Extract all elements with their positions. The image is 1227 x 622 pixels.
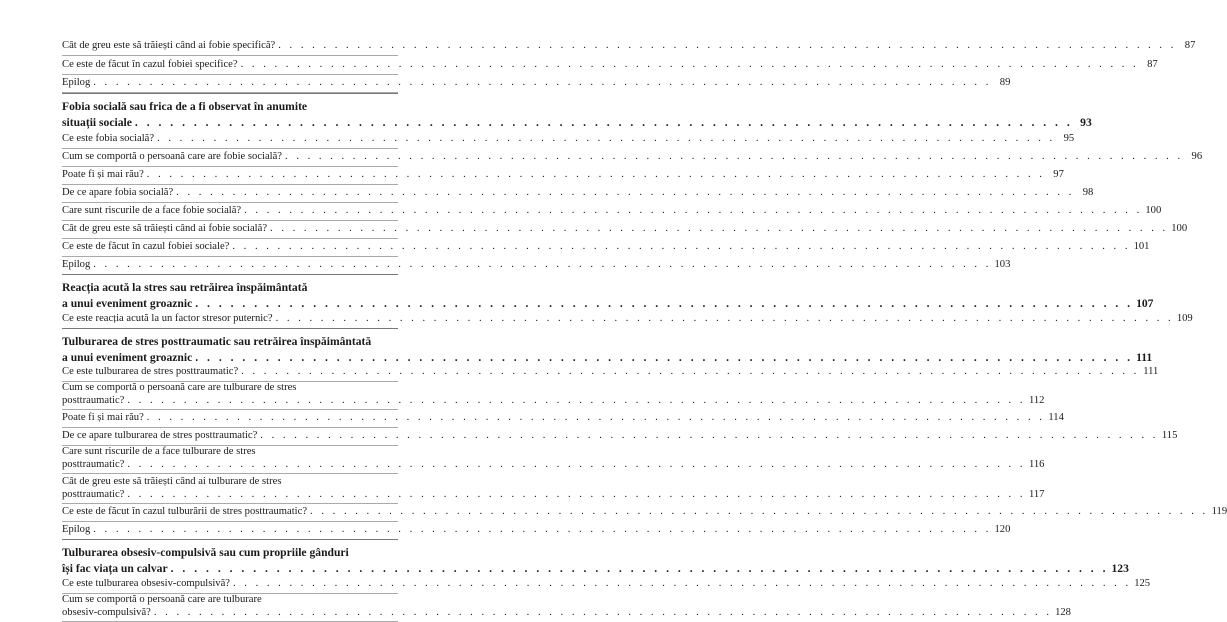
entry-divider	[62, 521, 398, 522]
toc-section-heading	[62, 280, 1154, 311]
entry-divider	[62, 427, 398, 428]
leader-dots: . . . . . . . . . . . . . . . . . . . . . . . . . . . . . . . . . . . . . . . . . . . . . . . . . . . . . . . . . . . . . . . . . . . . . . . . . . . . . . . .	[176, 187, 1075, 198]
toc-section-heading	[62, 545, 1129, 576]
toc-page-number: 109	[1176, 313, 1193, 324]
toc-entry-text: Cât de greu este să trăiești când ai fobie socială?	[62, 223, 268, 234]
toc-entry-text: Epilog	[62, 524, 91, 535]
leader-dots: . . . . . . . . . . . . . . . . . . . . . . . . . . . . . . . . . . . . . . . . . . . . . . . . . . . . . . . . . . . . . . . . . . . . . . . . . . . . . . . .	[260, 430, 1159, 441]
toc-entry-text: Epilog	[62, 259, 91, 270]
toc-page-number: 96	[1191, 151, 1203, 162]
toc-page-number: 95	[1063, 133, 1075, 144]
toc-entry	[62, 594, 1071, 622]
toc-page-number: 100	[1145, 205, 1162, 216]
leader-dots: . . . . . . . . . . . . . . . . . . . . . . . . . . . . . . . . . . . . . . . . . . . . . . . . . . . . . . . . . . . . . . . . . . . . . . . . . . . . . . . .	[93, 77, 992, 88]
leader-dots: . . . . . . . . . . . . . . . . . . . . . . . . . . . . . . . . . . . . . . . . . . . . . . . . . . . . . . . . . . . . . . . . . . . . . . . . . . . . . . . .	[232, 241, 1131, 252]
toc-entry-text: Care sunt riscurile de a face tulburare de stres	[62, 446, 256, 457]
entry-divider	[62, 409, 398, 410]
toc-entry-text: Epilog	[62, 77, 91, 88]
leader-dots: . . . . . . . . . . . . . . . . . . . . . . . . . . . . . . . . . . . . . . . . . . . . . . . . . . . . . . . . . . . . . . . . . . . . . . . . . . . . . . . .	[285, 151, 1184, 162]
toc-entry	[62, 241, 1150, 257]
entry-divider	[62, 503, 398, 504]
section-divider	[62, 328, 398, 329]
toc-entry	[62, 169, 1064, 185]
toc-page-number: 87	[1184, 40, 1196, 51]
entry-divider	[62, 220, 398, 221]
leader-dots: . . . . . . . . . . . . . . . . . . . . . . . . . . . . . . . . . . . . . . . . . . . . . . . . . . . . . . . . . . . . . . . . . . . . . . . . . . . . . . . .	[278, 40, 1177, 51]
leader-dots: . . . . . . . . . . . . . . . . . . . . . . . . . . . . . . . . . . . . . . . . . . . . . . . . . . . . . . . . . . . . . . . . . . . . . . . . . . . . . . . .	[170, 561, 1109, 575]
toc-entry-text: posttraumatic?	[62, 394, 125, 406]
toc-page-number: 107	[1136, 296, 1154, 310]
toc-entry-text: Reacția acută la stres sau retrăirea înspăimântată	[62, 281, 308, 294]
toc-page-number: 117	[1028, 488, 1045, 500]
toc-page-number: 112	[1028, 394, 1045, 406]
toc-entry-text: obsesiv-compulsivă?	[62, 606, 151, 618]
toc-entry-text: Poate fi și mai rău?	[62, 169, 144, 180]
toc-page-number: 111	[1136, 350, 1153, 364]
toc-page-number: 116	[1028, 458, 1045, 470]
toc-entry	[62, 366, 1159, 382]
entry-divider	[62, 166, 398, 167]
toc-section-heading	[62, 99, 1092, 130]
section-divider	[62, 539, 398, 540]
toc-entry-text: Ce este de făcut în cazul fobiei sociale?	[62, 241, 230, 252]
toc-entry-text: posttraumatic?	[62, 458, 125, 470]
entry-divider	[62, 148, 398, 149]
toc-page-number: 97	[1053, 169, 1064, 180]
toc-entry	[62, 59, 1158, 75]
leader-dots: . . . . . . . . . . . . . . . . . . . . . . . . . . . . . . . . . . . . . . . . . . . . . . . . . . . . . . . . . . . . . . . . . . . . . . . . . . . . . . . .	[275, 313, 1174, 324]
toc-entry	[62, 446, 1045, 474]
toc-entry-text: Fobia socială sau frica de a fi observat în anumite	[62, 100, 308, 113]
toc-entry	[62, 133, 1075, 149]
toc-page-number: 89	[999, 77, 1011, 88]
toc-page-number: 87	[1147, 59, 1158, 70]
toc-page-number: 115	[1161, 430, 1178, 441]
entry-divider	[62, 256, 398, 257]
toc-page-number: 120	[994, 524, 1011, 535]
toc-entry-text: Tulburarea obsesiv-compulsivă sau cum propriile gânduri	[62, 546, 349, 559]
toc-entry-text: Cum se comportă o persoană care are fobie socială?	[62, 151, 283, 162]
leader-dots: . . . . . . . . . . . . . . . . . . . . . . . . . . . . . . . . . . . . . . . . . . . . . . . . . . . . . . . . . . . . . . . . . . . . . . . . . . . . . . . .	[195, 296, 1134, 310]
leader-dots: . . . . . . . . . . . . . . . . . . . . . . . . . . . . . . . . . . . . . . . . . . . . . . . . . . . . . . . . . . . . . . . . . . . . . . . . . . . . . . . .	[241, 366, 1140, 377]
toc-entry-text: De ce apare fobia socială?	[62, 187, 174, 198]
toc-entry	[62, 223, 1188, 239]
toc-entry	[62, 205, 1162, 221]
leader-dots: . . . . . . . . . . . . . . . . . . . . . . . . . . . . . . . . . . . . . . . . . . . . . . . . . . . . . . . . . . . . . . . . . . . . . . . . . . . . . . . .	[146, 169, 1045, 180]
leader-dots: . . . . . . . . . . . . . . . . . . . . . . . . . . . . . . . . . . . . . . . . . . . . . . . . . . . . . . . . . . . . . . . . . . . . . . . . . . . . . . . .	[244, 205, 1143, 216]
toc-section-heading	[62, 334, 1153, 365]
toc-entry-text: Ce este fobia socială?	[62, 133, 155, 144]
toc-page-number: 123	[1111, 561, 1129, 575]
leader-dots: . . . . . . . . . . . . . . . . . . . . . . . . . . . . . . . . . . . . . . . . . . . . . . . . . . . . . . . . . . . . . . . . . . . . . . . . . . . . . . . .	[134, 115, 1073, 129]
toc-entry	[62, 313, 1193, 329]
leader-dots: . . . . . . . . . . . . . . . . . . . . . . . . . . . . . . . . . . . . . . . . . . . . . . . . . . . . . . . . . . . . . . . . . . . . . . . . . . . . . . . .	[93, 259, 992, 270]
toc-entry	[62, 578, 1151, 594]
toc-entry-text: Cum se comportă o persoană care are tulburare de stres	[62, 382, 297, 393]
toc-entry-text: își fac viața un calvar	[62, 561, 168, 575]
leader-dots: . . . . . . . . . . . . . . . . . . . . . . . . . . . . . . . . . . . . . . . . . . . . . . . . . . . . . . . . . . . . . . . . . . . . . . . . . . . . . . . .	[127, 394, 1026, 406]
toc-entry	[62, 430, 1178, 446]
leader-dots: . . . . . . . . . . . . . . . . . . . . . . . . . . . . . . . . . . . . . . . . . . . . . . . . . . . . . . . . . . . . . . . . . . . . . . . . . . . . . . . .	[93, 524, 992, 535]
toc-entry-text: a unui eveniment groaznic	[62, 296, 193, 310]
entry-divider	[62, 184, 398, 185]
toc-page-number: 128	[1055, 606, 1071, 618]
leader-dots: . . . . . . . . . . . . . . . . . . . . . . . . . . . . . . . . . . . . . . . . . . . . . . . . . . . . . . . . . . . . . . . . . . . . . . . . . . . . . . . .	[240, 59, 1139, 70]
toc-entry	[62, 506, 1227, 522]
toc-entry-text: situații sociale	[62, 115, 132, 129]
toc-entry-text: De ce apare tulburarea de stres posttraumatic?	[62, 430, 258, 441]
section-divider	[62, 93, 398, 94]
toc-entry-text: Ce este de făcut în cazul tulburării de stres posttraumatic?	[62, 506, 308, 517]
toc-entry-text: Ce este tulburarea obsesiv-compulsivă?	[62, 578, 230, 589]
toc-page-number: 100	[1171, 223, 1188, 234]
leader-dots: . . . . . . . . . . . . . . . . . . . . . . . . . . . . . . . . . . . . . . . . . . . . . . . . . . . . . . . . . . . . . . . . . . . . . . . . . . . . . . . .	[195, 350, 1134, 364]
leader-dots: . . . . . . . . . . . . . . . . . . . . . . . . . . . . . . . . . . . . . . . . . . . . . . . . . . . . . . . . . . . . . . . . . . . . . . . . . . . . . . . .	[127, 488, 1026, 500]
toc-page-number: 98	[1082, 187, 1094, 198]
leader-dots: . . . . . . . . . . . . . . . . . . . . . . . . . . . . . . . . . . . . . . . . . . . . . . . . . . . . . . . . . . . . . . . . . . . . . . . . . . . . . . . .	[127, 458, 1026, 470]
toc-entry-text: Care sunt riscurile de a face fobie socială?	[62, 205, 242, 216]
entry-divider	[62, 202, 398, 203]
toc-page-number: 119	[1211, 506, 1227, 517]
toc-entry	[62, 476, 1045, 504]
toc-entry	[62, 187, 1094, 203]
leader-dots: . . . . . . . . . . . . . . . . . . . . . . . . . . . . . . . . . . . . . . . . . . . . . . . . . . . . . . . . . . . . . . . . . . . . . . . . . . . . . . . .	[310, 506, 1209, 517]
toc-page-number: 101	[1133, 241, 1150, 252]
entry-divider	[62, 55, 398, 56]
toc-entry-text: Cât de greu este să trăiești când ai fobie specifică?	[62, 40, 276, 51]
entry-divider	[62, 238, 398, 239]
toc-entry	[62, 382, 1045, 410]
toc-entry	[62, 40, 1196, 56]
toc-entry-text: Ce este reacția acută la un factor stresor puternic?	[62, 313, 273, 324]
toc-entry-text: Ce este tulburarea de stres posttraumatic?	[62, 366, 239, 377]
toc-page-number: 103	[994, 259, 1011, 270]
toc-entry	[62, 412, 1064, 428]
toc-page-number: 111	[1143, 366, 1159, 377]
toc-entry	[62, 77, 1011, 93]
leader-dots: . . . . . . . . . . . . . . . . . . . . . . . . . . . . . . . . . . . . . . . . . . . . . . . . . . . . . . . . . . . . . . . . . . . . . . . . . . . . . . . .	[232, 578, 1132, 589]
leader-dots: . . . . . . . . . . . . . . . . . . . . . . . . . . . . . . . . . . . . . . . . . . . . . . . . . . . . . . . . . . . . . . . . . . . . . . . . . . . . . . . .	[146, 412, 1045, 423]
toc-entry	[62, 524, 1011, 540]
toc-page-number: 114	[1048, 412, 1064, 423]
entry-divider	[62, 74, 398, 75]
toc-page-number: 125	[1134, 578, 1151, 589]
toc-entry-text: Ce este de făcut în cazul fobiei specifice?	[62, 59, 238, 70]
toc-entry-text: Cât de greu este să trăiești când ai tulburare de stres	[62, 476, 282, 487]
section-divider	[62, 274, 398, 275]
toc-entry-text: Tulburarea de stres posttraumatic sau retrăirea înspăimântată	[62, 335, 372, 348]
entry-divider	[62, 473, 398, 474]
toc-entry	[62, 151, 1203, 167]
toc-entry-text: Poate fi și mai rău?	[62, 412, 144, 423]
leader-dots: . . . . . . . . . . . . . . . . . . . . . . . . . . . . . . . . . . . . . . . . . . . . . . . . . . . . . . . . . . . . . . . . . . . . . . . . . . . . . . . .	[270, 223, 1169, 234]
toc-entry-text: Cum se comportă o persoană care are tulburare	[62, 594, 262, 605]
toc-entry	[62, 259, 1011, 275]
toc-entry-text: posttraumatic?	[62, 488, 125, 500]
toc-entry-text: a unui eveniment groaznic	[62, 350, 193, 364]
leader-dots: . . . . . . . . . . . . . . . . . . . . . . . . . . . . . . . . . . . . . . . . . . . . . . . . . . . . . . . . . . . . . . . . . . . . . . . . . . . . . . . .	[157, 133, 1056, 144]
toc-page-number: 93	[1080, 115, 1092, 129]
leader-dots: . . . . . . . . . . . . . . . . . . . . . . . . . . . . . . . . . . . . . . . . . . . . . . . . . . . . . . . . . . . . . . . . . . . . . . . . . . . . . . . .	[153, 606, 1052, 618]
